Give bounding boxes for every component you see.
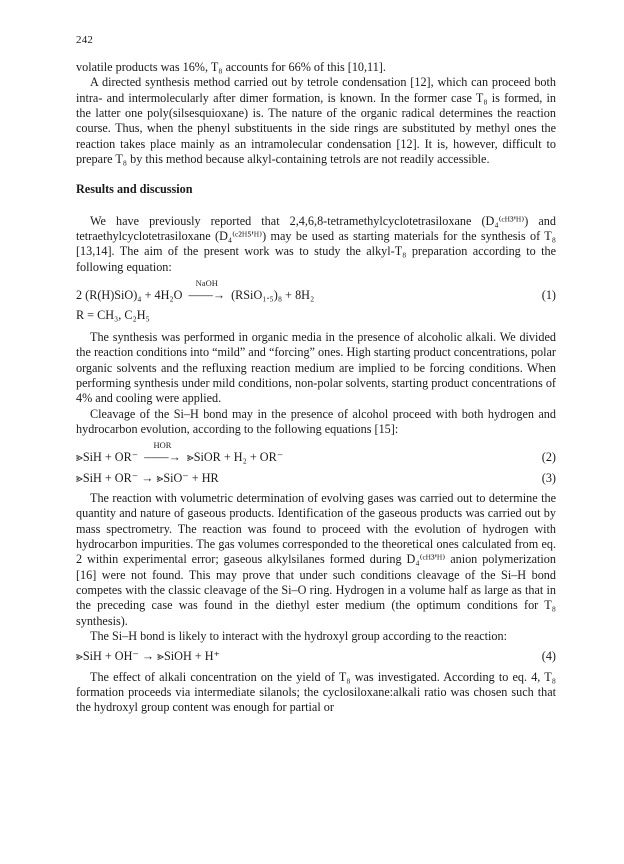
paragraph-8: The effect of alkali concentration on the yield of T₈ was investigated. According to eq. 4, T₈ formation proceeds via intermediate silanols; the cyclosiloxane:alkali ratio was chosen such that the hydroxyl group content was enough for partial or	[76, 669, 556, 715]
reaction-arrow: HOR ——→	[141, 450, 184, 465]
paragraph-2: A directed synthesis method carried out by tetrole condensation [12], which can proceed both intra- and intermolecularly after dimer formation, is known. In the former case T₈ is formed, in the latter one poly(silsesquioxane) is. The nature of the organic radical determines the reaction course. Thus, when the phenyl substituents in the side rings are substituted by methyl ones the reaction takes place mainly as an intramolecular condensation [12]. It is, however, difficult to prepare T₈ by this method because alkyl-containing tetrols are not readily accessible.	[76, 75, 556, 167]
section-heading: Results and discussion	[76, 182, 193, 197]
paragraph-1: volatile products was 16%, T₈ accounts for 66% of this [10,11].	[76, 60, 386, 74]
paragraph-5: Cleavage of the Si–H bond may in the presence of alcohol proceed with both hydrogen and hydrocarbon evolution, according to the following equations [15]:	[76, 406, 556, 436]
equation-3	[76, 471, 556, 486]
equation-2-number: (2)	[541, 450, 556, 465]
equation-3-expression: ⪢SiH + OR⁻ → ⪢SiO⁻ + HR	[76, 470, 219, 485]
reaction-arrow: NaOH ——→	[185, 288, 228, 303]
paragraph-6: The reaction with volumetric determination of evolving gases was carried out to determine the quantity and nature of gaseous products. Identification of the gaseous products was carried out by mass spectrometry. The reaction was found to proceed with the evolution of hydrogen with hydrocarbon impurities. The gas volumes corresponded to the theoretical ones calculated from eq. 2 within experimental error; gaseous alkylsilanes formed during D₄⁽ᶜᴴ³'ᴴ⁾ anion polymerization [16] were not found. This may prove that under such conditions cleavage of the Si–H bond competes with the classic cleavage of the Si–O ring. Hydrogen in a volume half as large as that in the preceding case was found in the diethyl ester medium (the optimum conditions for T₈ synthesis).	[76, 490, 556, 628]
paragraph-3: We have previously reported that 2,4,6,8-tetramethylcyclotetrasiloxane (D₄⁽ᶜᴴ³'ᴴ⁾) and tetraethylcyclotetrasiloxane (D₄⁽ᶜ²ᴴ⁵'ᴴ⁾) may be used as starting materials for the synthesis of T₈ [13,14]. The aim of the present work was to study the alkyl-T₈ preparation according to the following equation:	[76, 213, 556, 274]
equation-4	[76, 649, 556, 664]
equation-2-label: HOR	[153, 440, 172, 451]
paragraph-7: The Si–H bond is likely to interact with the hydroxyl group according to the reaction:	[90, 629, 507, 643]
page-number: 242	[76, 34, 94, 46]
equation-4-number: (4)	[541, 649, 556, 664]
page-body	[76, 60, 556, 716]
equation-2-text	[76, 440, 284, 465]
equation-4-expression: ⪢SiH + OH⁻ → ⪢SiOH + H⁺	[76, 649, 220, 664]
equation-1-text	[76, 278, 315, 303]
r-definition: R = CH₃, C₂H₅	[76, 308, 150, 323]
paragraph-4: The synthesis was performed in organic media in the presence of alcoholic alkali. We divided the reaction conditions into “mild” and “forcing” ones. High starting product concentrations, polar organic solvents and the refluxing reaction medium are implied to be forcing conditions. When performing synthesis under mild conditions, non-polar solvents, starting product concentrations of 4% and cooling were applied.	[76, 329, 556, 406]
equation-1-number: (1)	[541, 288, 556, 303]
equation-1-label: NaOH	[195, 278, 218, 289]
equation-1-expression: 2 (R(H)SiO)₄ + 4H₂O NaOH ——→ (RSiO₁.₅)₈ + 8H₂	[76, 278, 315, 303]
equation-1	[76, 278, 556, 303]
equation-2-expression: ⪢SiH + OR⁻ HOR ——→ ⪢SiOR + H₂ + OR⁻	[76, 440, 284, 465]
equation-2	[76, 440, 556, 465]
equation-3-number: (3)	[541, 470, 556, 485]
